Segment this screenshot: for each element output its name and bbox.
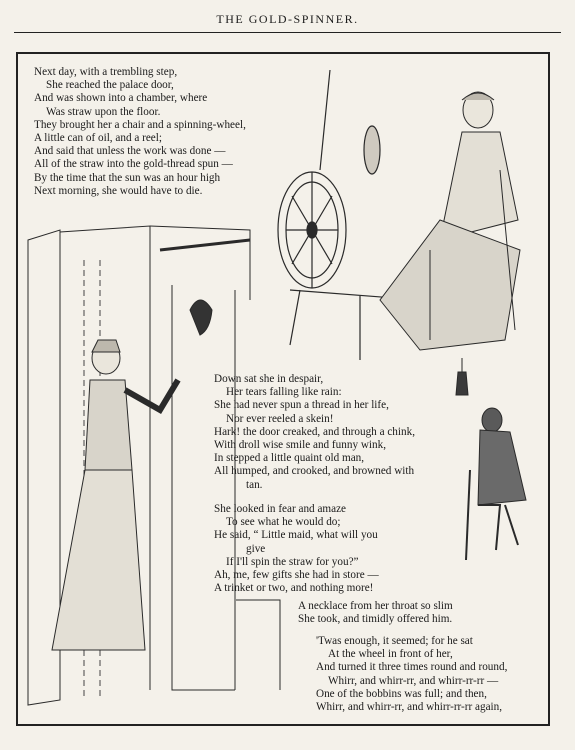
poem-line: All humped, and crooked, and browned with [214, 465, 415, 478]
poem-line: And turned it three times round and round, [316, 661, 508, 674]
poem-line: Whirr, and whirr-rr, and whirr-rr-rr again, [316, 701, 503, 714]
poem-line: Hark! the door creaked, and through a chink, [214, 425, 415, 438]
poem-line: Nor ever reeled a skein! [226, 412, 334, 425]
oil-can-illustration [456, 358, 468, 395]
poem-line: Next day, with a trembling step, [34, 66, 178, 78]
poem-line: Was straw upon the floor. [46, 105, 161, 118]
poem-line: A little can of oil, and a reel; [34, 132, 162, 145]
poem-line: By the time that the sun was an hour high [34, 171, 221, 184]
poem-line: A necklace from her throat so slim [298, 600, 453, 612]
seated-woman-illustration [380, 92, 520, 350]
girl-at-door-illustration [52, 300, 212, 650]
poem-line: With droll wise smile and funny wink, [214, 439, 387, 452]
stanza-4 [298, 600, 453, 626]
poem-line: A trinket or two, and nothing more! [214, 582, 374, 595]
poem-line: He said, “ Little maid, what will you [214, 529, 378, 542]
poem-line: If I'll spin the straw for you?” [226, 555, 359, 568]
poem-line: To see what he would do; [226, 516, 341, 529]
poem-line: At the wheel in front of her, [328, 648, 453, 661]
poem-line: In stepped a little quaint old man, [214, 452, 365, 465]
running-head: THE GOLD-SPINNER. [216, 12, 359, 26]
poem-line: And said that unless the work was done — [34, 145, 226, 158]
poem-line: She reached the palace door, [46, 79, 174, 92]
poem-line: Her tears falling like rain: [226, 386, 342, 399]
stanza-2 [214, 373, 415, 492]
stanza-3 [214, 503, 379, 595]
stanza-1 [34, 66, 246, 198]
stanza-5 [316, 635, 507, 714]
poem-line: One of the bobbins was full; and then, [316, 687, 487, 700]
poem-line: She had never spun a thread in her life, [214, 399, 389, 412]
poem-line: Ah, me, few gifts she had in store — [214, 569, 379, 582]
poem-line: tan. [246, 478, 263, 491]
poem-line: Next morning, she would have to die. [34, 184, 203, 197]
poem-line: They brought her a chair and a spinning-wheel, [34, 118, 246, 131]
poem-line: Down sat she in despair, [214, 373, 324, 385]
poem-line: And was shown into a chamber, where [34, 92, 208, 105]
poem-line: She took, and timidly offered him. [298, 613, 453, 626]
poem-line: 'Twas enough, it seemed; for he sat [316, 635, 473, 647]
poem-line: Whirr, and whirr-rr, and whirr-rr-rr — [328, 674, 499, 687]
poem-line: give [246, 542, 266, 555]
poem-line: All of the straw into the gold-thread spun — [34, 158, 233, 171]
old-man-illustration [466, 408, 526, 560]
poem-line: She looked in fear and amaze [214, 503, 347, 515]
